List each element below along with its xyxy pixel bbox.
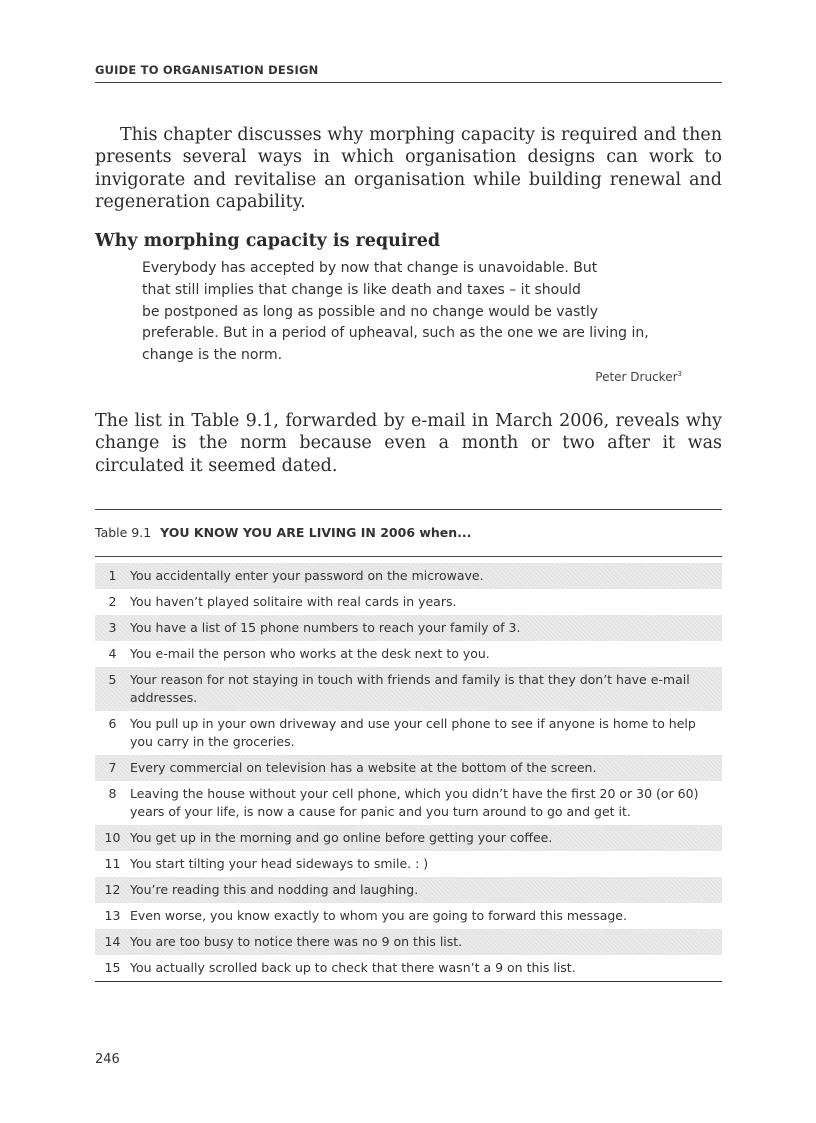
quote-line: change is the norm. [142,347,283,364]
table-label: Table 9.1 [95,525,152,540]
row-number: 5 [108,672,117,687]
row-number: 11 [104,856,121,871]
row-number: 10 [104,830,121,845]
table-row [95,589,722,615]
row-text: You’re reading this and nodding and laughing. [130,882,419,897]
row-text: Every commercial on television has a website at the bottom of the screen. [130,760,597,775]
row-text: You e-mail the person who works at the desk next to you. [130,646,490,661]
row-text: You haven’t played solitaire with real cards in years. [130,594,457,609]
table-caption [95,510,722,557]
table-row [95,641,722,667]
row-text: You have a list of 15 phone numbers to reach your family of 3. [130,620,521,635]
table-intro-paragraph: The list in Table 9.1, forwarded by e-mail in March 2006, reveals why change is the norm because even a month or two after it was circulated it seemed dated. [95,411,722,476]
row-number: 15 [104,960,121,975]
table-row [95,667,722,711]
table-9-1 [95,509,722,982]
table-row [95,955,722,981]
quote-line: that still implies that change is like death and taxes – it should [142,281,581,298]
row-number: 3 [108,620,117,635]
row-number: 12 [104,882,121,897]
table-row [95,929,722,955]
table-row [95,711,722,755]
row-number: 14 [104,934,121,949]
row-text: Leaving the house without your cell phone, which you didn’t have the first 20 or 30 (or 60) years of your life, is now a cause for panic and you turn around to go and get it. [130,786,699,819]
table-row [95,755,722,781]
section-heading: Why morphing capacity is required [95,231,441,251]
table-row [95,615,722,641]
row-number: 8 [108,786,117,801]
row-text: Your reason for not staying in touch with friends and family is that they don’t have e-mail addresses. [130,672,690,705]
row-text: You are too busy to notice there was no 9 on this list. [130,934,463,949]
epigraph-quote [142,258,682,367]
row-text: You actually scrolled back up to check that there wasn’t a 9 on this list. [130,960,576,975]
table-row [95,851,722,877]
table-title: YOU KNOW YOU ARE LIVING IN 2006 when... [160,525,472,540]
row-number: 2 [108,594,117,609]
quote-attribution [142,370,682,384]
quote-line: preferable. But in a period of upheaval, such as the one we are living in, [142,325,649,342]
table-row [95,563,722,589]
quote-line: Everybody has accepted by now that change is unavoidable. But [142,260,598,276]
row-text: You start tilting your head sideways to smile. : ) [130,856,429,871]
row-text: Even worse, you know exactly to whom you are going to forward this message. [130,908,627,923]
row-text: You pull up in your own driveway and use your cell phone to see if anyone is home to help you carry in the groceries. [130,716,696,749]
row-number: 6 [108,716,117,731]
table-row [95,825,722,851]
running-head: GUIDE TO ORGANISATION DESIGN [95,63,722,83]
intro-paragraph: This chapter discusses why morphing capacity is required and then presents several ways in which organisation designs can work to invigorate and revitalise an organisation while building renewal and regeneration capability. [95,125,722,212]
footnote-reference: 3 [677,370,682,378]
row-number: 4 [108,646,117,661]
row-text: You accidentally enter your password on the microwave. [130,568,484,583]
table-row [95,903,722,929]
row-number: 7 [108,760,117,775]
table-row [95,877,722,903]
quote-line: be postponed as long as possible and no change would be vastly [142,303,599,320]
row-number: 13 [104,908,121,923]
table-body [95,557,722,982]
row-text: You get up in the morning and go online before getting your coffee. [130,830,553,845]
page-number: 246 [95,1052,120,1067]
table-row [95,781,722,825]
row-number: 1 [108,568,117,583]
quote-author: Peter Drucker [595,370,678,384]
